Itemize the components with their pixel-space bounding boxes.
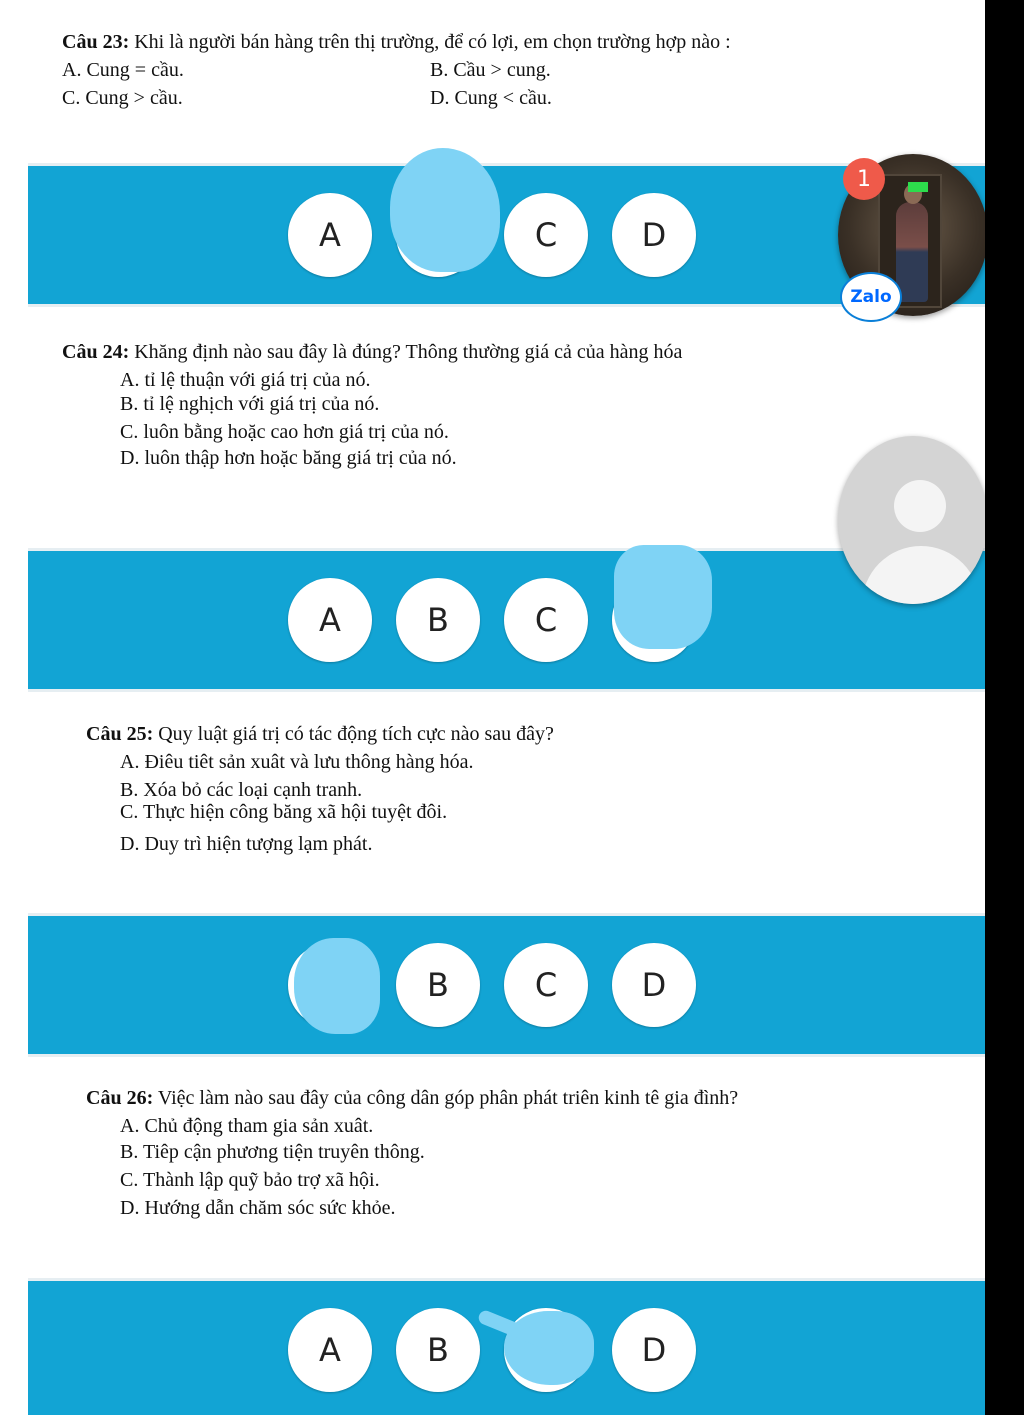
option-a: A. Chủ động tham gia sản xuât. <box>120 1115 374 1137</box>
answer-b-button[interactable]: B <box>396 578 480 662</box>
question-label: Câu 23: <box>62 31 130 53</box>
zalo-icon: Zalo <box>840 272 902 322</box>
option-c: C. luôn bằng hoặc cao hơn giá trị của nó. <box>120 421 449 443</box>
answer-b-button[interactable]: B <box>396 1308 480 1392</box>
scribble-mark <box>390 148 500 272</box>
question-label: Câu 24: <box>62 341 130 363</box>
answer-d-button[interactable]: D <box>612 943 696 1027</box>
option-d: D. Cung < cầu. <box>430 87 552 109</box>
scribble-mark <box>614 545 712 649</box>
avatar-body-icon <box>862 546 980 604</box>
answer-c-button[interactable]: C <box>504 578 588 662</box>
option-d: D. luôn thập hơn hoặc băng giá trị của nó. <box>120 447 457 469</box>
option-a: A. tỉ lệ thuận với giá trị của nó. <box>120 369 371 391</box>
answer-panel-25 <box>28 913 985 1057</box>
answer-c-button[interactable]: C <box>504 943 588 1027</box>
avatar-head-icon <box>894 480 946 532</box>
option-b: B. Cầu > cung. <box>430 59 551 81</box>
answer-panel-26 <box>28 1278 985 1415</box>
notification-badge: 1 <box>843 158 885 200</box>
question-text: Việc làm nào sau đây của công dân góp phân phát triên kinh tê gia đình? <box>157 1087 739 1109</box>
option-d: D. Hướng dẫn chăm sóc sức khỏe. <box>120 1197 396 1219</box>
chat-head-avatar[interactable] <box>838 436 985 604</box>
question-text: Quy luật giá trị có tác động tích cực nào sau đây? <box>158 723 554 745</box>
option-b: B. tỉ lệ nghịch với giá trị của nó. <box>120 393 380 415</box>
answer-d-button[interactable]: D <box>612 1308 696 1392</box>
option-d: D. Duy trì hiện tượng lạm phát. <box>120 833 373 855</box>
option-b: B. Xóa bỏ các loại cạnh tranh. <box>120 779 363 801</box>
option-c: C. Thực hiện công băng xã hội tuyệt đôi. <box>120 801 448 823</box>
option-c: C. Thành lập quỹ bảo trợ xã hội. <box>120 1169 380 1191</box>
answer-a-button[interactable]: A <box>288 578 372 662</box>
answer-panel-24 <box>28 548 985 692</box>
scribble-mark <box>294 938 380 1034</box>
answer-b-button[interactable]: B <box>396 943 480 1027</box>
answer-a-button[interactable]: A <box>288 1308 372 1392</box>
question-label: Câu 26: <box>86 1087 154 1109</box>
answer-a-button[interactable]: A <box>288 193 372 277</box>
question-text: Khăng định nào sau đây là đúng? Thông thường giá cả của hàng hóa <box>134 341 683 363</box>
option-a: A. Điêu tiêt sản xuât và lưu thông hàng hóa. <box>120 751 474 773</box>
answer-d-button[interactable]: D <box>612 193 696 277</box>
option-b: B. Tiêp cận phương tiện truyên thông. <box>120 1141 425 1163</box>
option-c: C. Cung > cầu. <box>62 87 183 109</box>
question-label: Câu 25: <box>86 723 154 745</box>
answer-c-button[interactable]: C <box>504 193 588 277</box>
question-text: Khi là người bán hàng trên thị trường, để có lợi, em chọn trường hợp nào : <box>134 31 731 53</box>
option-a: A. Cung = cầu. <box>62 59 184 81</box>
